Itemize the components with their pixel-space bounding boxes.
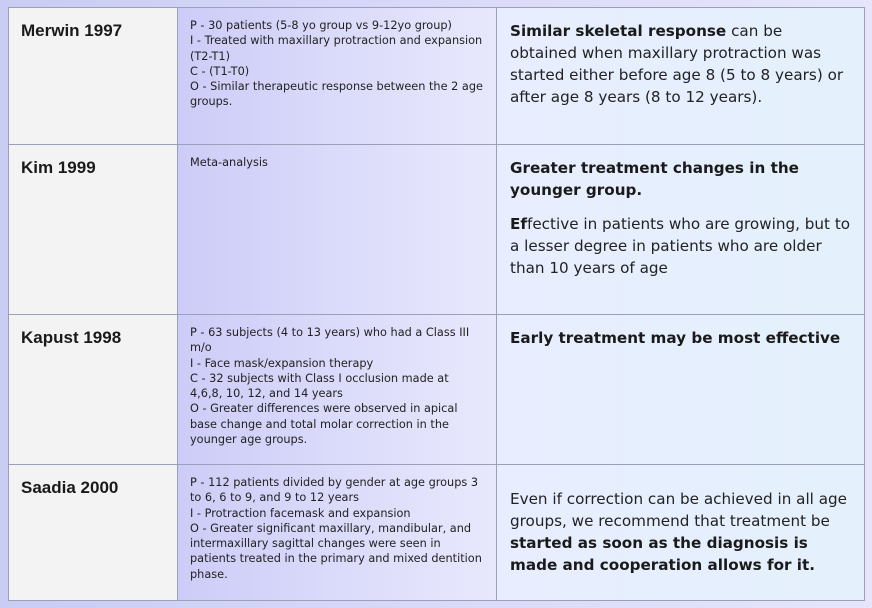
study-name: Saadia 2000 [21,478,119,497]
conclusion-text [510,327,852,349]
table-row-conclusion [497,145,865,315]
conclusion-regular: can be obtained when maxillary protraction was started either before age 8 (5 to 8 years) or after age 8 years (8 to 12 years). [510,22,844,106]
conclusion-text [510,488,852,576]
conclusion-text [510,157,852,201]
conclusion-regular-2: fective in patients who are growing, but to a lesser degree in patients who are older than 10 years of age [510,215,851,277]
table-row-study [9,315,178,465]
conclusion-bold: Similar skeletal response [510,22,727,40]
table-row-study [9,465,178,601]
conclusion-text [510,20,852,108]
pico-summary: Meta-analysis [190,156,268,169]
conclusion-bold: started as soon as the diagnosis is made and cooperation allows for it. [510,534,816,574]
conclusion-bold: Early treatment may be most effective [510,329,841,347]
evidence-table [8,7,865,601]
study-name: Kim 1999 [21,158,96,177]
conclusion-bold-2: Ef [510,215,527,233]
conclusion-bold: Greater treatment changes in the younger group. [510,159,799,199]
table-row-conclusion [497,465,865,601]
pico-summary: P - 112 patients divided by gender at age groups 3 to 6, 6 to 9, and 9 to 12 years I - Protraction facemask and expansion O - Greater significant maxillary, mandibular, and intermaxillary sagittal changes were seen in patients treated in the primary and mixed dentition phase. [190,476,482,581]
table-row-summary [178,8,497,145]
pico-summary: P - 63 subjects (4 to 13 years) who had a Class III m/o I - Face mask/expansion therapy C - 32 subjects with Class I occlusion made at 4,6,8, 10, 12, and 14 years O - Greater differences were observed in apical base change and total molar correction in the younger age groups. [190,326,470,447]
pico-summary: P - 30 patients (5-8 yo group vs 9-12yo group) I - Treated with maxillary protraction and expansion (T2-T1) C - (T1-T0) O - Similar therapeutic response between the 2 age groups. [190,19,483,109]
conclusion-text-2 [510,213,852,279]
table-row-summary [178,145,497,315]
table-row-summary [178,315,497,465]
conclusion-regular: Even if correction can be achieved in all age groups, we recommend that treatment be [510,490,848,530]
table-row-conclusion [497,8,865,145]
table-row-summary [178,465,497,601]
table-row-study [9,8,178,145]
table-row-study [9,145,178,315]
study-name: Merwin 1997 [21,21,123,40]
study-name: Kapust 1998 [21,328,122,347]
table-row-conclusion [497,315,865,465]
